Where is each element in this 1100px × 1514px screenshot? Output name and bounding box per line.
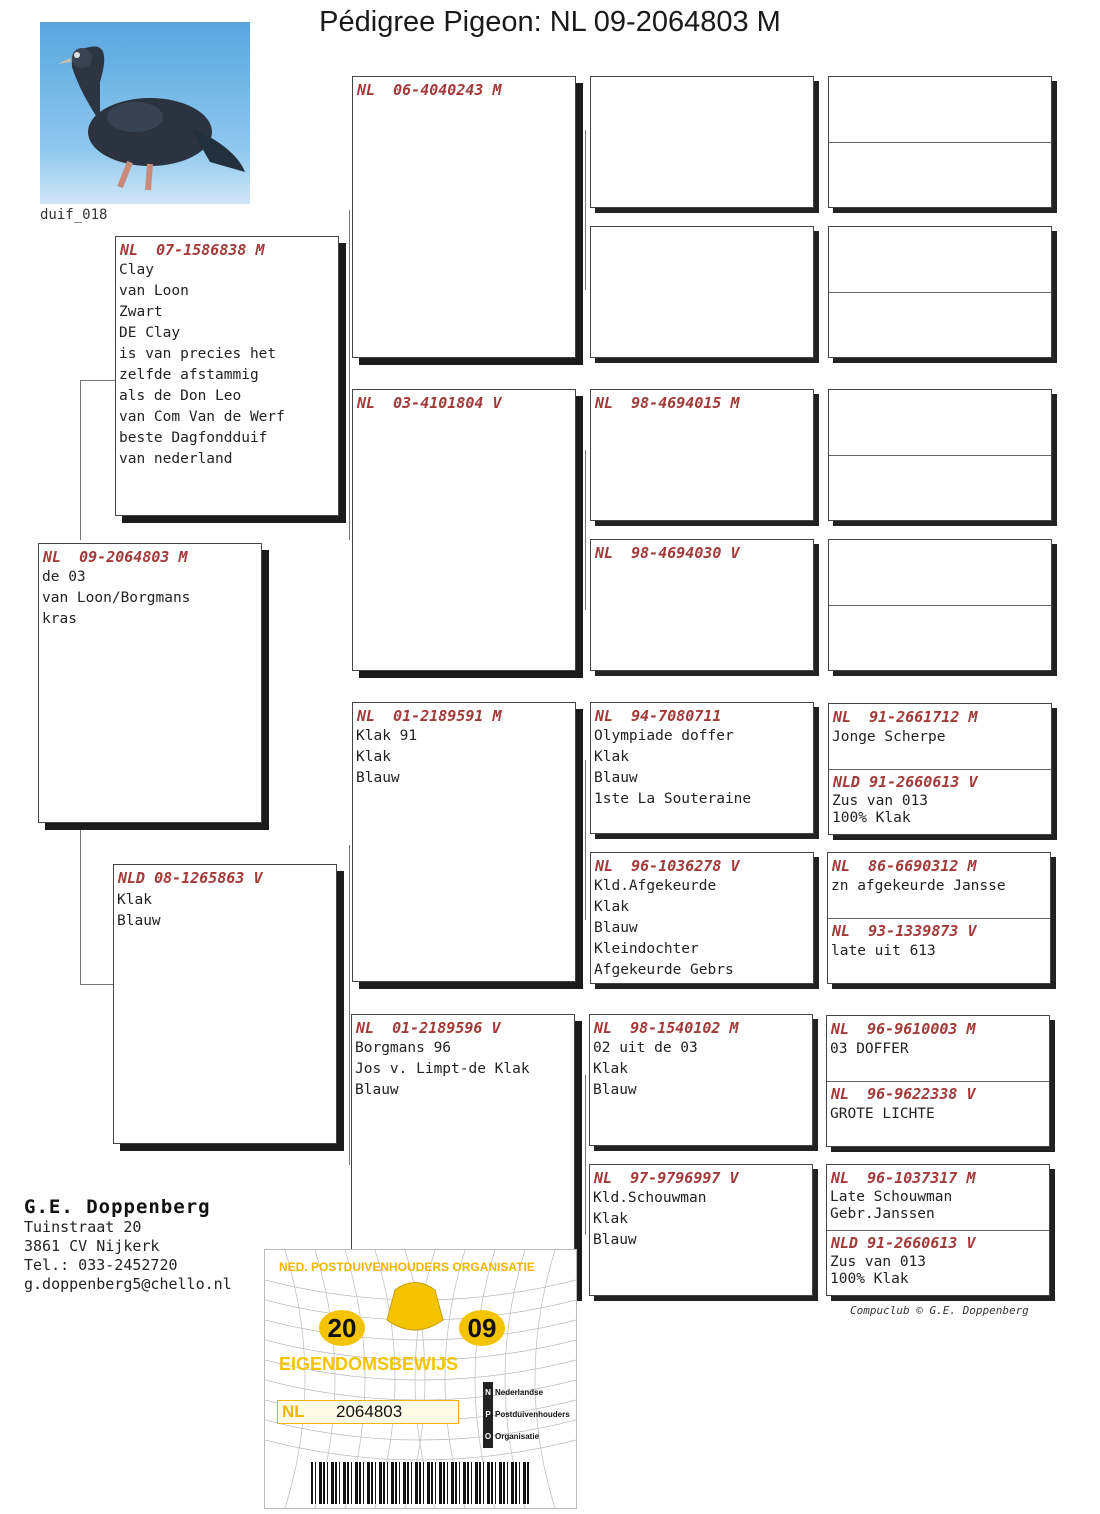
ring-number	[591, 227, 813, 231]
photo-caption: duif_018	[40, 207, 108, 223]
subject-card	[38, 543, 262, 823]
ring-number	[829, 605, 1051, 609]
card-text: GROTE LICHTE	[830, 1106, 935, 1122]
ring-number: NL 98-1540102 M	[594, 1019, 739, 1037]
ring-number	[829, 227, 1051, 231]
card-text: Blauw	[594, 920, 638, 936]
connector-line	[349, 210, 350, 540]
connector-line	[80, 825, 81, 985]
father-card	[115, 236, 339, 516]
card-text: Klak	[356, 749, 391, 765]
ring-number	[829, 455, 1051, 459]
card-text: Blauw	[355, 1082, 399, 1098]
connector-line	[585, 1075, 586, 1235]
card-text: Klak	[117, 892, 152, 908]
ring-number: NL 96-9610003 M	[831, 1020, 976, 1038]
card-text: Zus van 013	[832, 793, 929, 809]
ring-number	[829, 142, 1051, 146]
connector-line	[349, 845, 350, 1165]
gen5-card	[826, 1164, 1050, 1296]
card-text: 100% Klak	[830, 1271, 909, 1287]
gen4-card	[590, 76, 814, 208]
year-left: 20	[319, 1310, 365, 1346]
ring-number: NL 96-9622338 V	[831, 1085, 976, 1103]
gen5-card	[828, 703, 1052, 835]
card-text: Klak	[593, 1211, 628, 1227]
ring-number: NLD 91-2660613 V	[831, 1234, 976, 1252]
ring-number: NLD 08-1265863 V	[118, 869, 263, 887]
gen5-card	[826, 1015, 1050, 1147]
card-text: DE Clay	[119, 325, 181, 341]
gen5-card	[828, 539, 1052, 671]
ring-number: NL 96-1036278 V	[595, 857, 740, 875]
card-banner: NED. POSTDUIVENHOUDERS ORGANISATIE	[279, 1260, 535, 1274]
card-text: de 03	[42, 569, 86, 585]
ring-number: NL 01-2189596 V	[356, 1019, 501, 1037]
ring-number: NL 93-1339873 V	[832, 922, 977, 940]
ring-number: NL 96-1037317 M	[831, 1169, 976, 1187]
gen4-card	[590, 702, 814, 834]
card-text: Jonge Scherpe	[832, 729, 946, 745]
connector-line	[80, 380, 116, 381]
npo-p: Postduivenhouders	[495, 1410, 570, 1419]
card-text: Clay	[119, 262, 154, 278]
card-text: Late Schouwman	[830, 1189, 953, 1205]
card-text: 02 uit de 03	[593, 1040, 698, 1056]
gen5-card	[828, 76, 1052, 208]
card-text: Zus van 013	[830, 1254, 927, 1270]
card-text: zn afgekeurde Jansse	[831, 878, 1006, 894]
ring-number: NL 91-2661712 M	[833, 708, 978, 726]
ring-number: NL 98-4694015 M	[595, 394, 740, 412]
gen3-card	[352, 389, 576, 671]
ring-number: NLD 91-2660613 V	[833, 773, 978, 791]
npo-o: Organisatie	[495, 1432, 540, 1441]
ring-number: NL 07-1586838 M	[120, 241, 265, 259]
gen5-card	[827, 852, 1051, 984]
ring-number-value: 2064803	[336, 1402, 403, 1421]
connector-line	[585, 130, 586, 290]
card-text: als de Don Leo	[119, 388, 242, 404]
card-text: van Loon/Borgmans	[42, 590, 191, 606]
npo-n: Nederlandse	[495, 1388, 544, 1397]
card-text: Kld.Afgekeurde	[594, 878, 717, 894]
lion-emblem-icon	[387, 1283, 443, 1331]
credit-text: Compuclub © G.E. Doppenberg	[850, 1304, 1029, 1317]
gen4-card	[590, 852, 814, 984]
owner-address	[24, 1196, 232, 1294]
ring-number	[829, 540, 1051, 544]
gen4-card	[589, 1164, 813, 1296]
year-right: 09	[459, 1310, 505, 1346]
ring-number	[829, 292, 1051, 296]
card-text: Blauw	[117, 913, 161, 929]
ring-number: NL 97-9796997 V	[594, 1169, 739, 1187]
owner-street: Tuinstraat 20	[24, 1218, 142, 1236]
card-text: Klak	[593, 1061, 628, 1077]
gen5-card	[828, 226, 1052, 358]
card-text: is van precies het	[119, 346, 277, 362]
card-text: van Loon	[119, 283, 189, 299]
card-text: kras	[42, 611, 77, 627]
ring-number: NL 94-7080711	[595, 707, 722, 725]
card-text: zelfde afstammig	[119, 367, 259, 383]
owner-city: 3861 CV Nijkerk	[24, 1237, 160, 1255]
connector-line	[585, 760, 586, 920]
npo-logo: N Nederlandse P Postduivenhouders O Organisatie	[483, 1382, 570, 1448]
card-text: Klak 91	[356, 728, 418, 744]
connector-line	[585, 450, 586, 610]
ring-number: NL 86-6690312 M	[832, 857, 977, 875]
country-code: NL	[282, 1402, 305, 1421]
gen4-card	[590, 389, 814, 521]
gen4-card	[590, 539, 814, 671]
connector-line	[80, 984, 116, 985]
card-text: van nederland	[119, 451, 233, 467]
ring-number	[829, 390, 1051, 394]
card-text: Gebr.Janssen	[830, 1206, 935, 1222]
card-title: EIGENDOMSBEWIJS	[279, 1354, 459, 1374]
gen4-card	[590, 226, 814, 358]
gen4-card	[589, 1014, 813, 1146]
card-text: late uit 613	[831, 943, 936, 959]
page-title: Pédigree Pigeon: NL 09-2064803 M	[319, 6, 781, 38]
card-text: Jos v. Limpt-de Klak	[355, 1061, 530, 1077]
card-text: beste Dagfondduif	[119, 430, 268, 446]
card-text: Klak	[594, 749, 629, 765]
ring-number: NL 06-4040243 M	[357, 81, 502, 99]
card-text: Blauw	[593, 1082, 637, 1098]
owner-phone: Tel.: 033-2452720	[24, 1256, 178, 1274]
card-text: Klak	[594, 899, 629, 915]
card-text: van Com Van de Werf	[119, 409, 285, 425]
card-text: 100% Klak	[832, 810, 911, 826]
card-text: Olympiade doffer	[594, 728, 734, 744]
ring-number-field	[277, 1400, 459, 1424]
ring-number	[829, 77, 1051, 81]
gen3-card	[352, 76, 576, 358]
card-text: 03 DOFFER	[830, 1041, 909, 1057]
ring-number: NL 03-4101804 V	[357, 394, 502, 412]
connector-line	[80, 380, 81, 540]
card-text: Borgmans 96	[355, 1040, 452, 1056]
card-text: Afgekeurde Gebrs	[594, 962, 734, 978]
ownership-card	[264, 1249, 577, 1509]
gen5-card	[828, 389, 1052, 521]
barcode	[311, 1462, 531, 1504]
card-text: Zwart	[119, 304, 163, 320]
pigeon-icon	[40, 22, 250, 204]
card-text: 1ste La Souteraine	[594, 791, 752, 807]
card-text: Kleindochter	[594, 941, 699, 957]
card-text: Blauw	[356, 770, 400, 786]
ring-number	[591, 77, 813, 81]
ring-number: NL 01-2189591 M	[357, 707, 502, 725]
card-text: Kld.Schouwman	[593, 1190, 707, 1206]
card-text: Blauw	[594, 770, 638, 786]
gen3-card	[352, 702, 576, 982]
pigeon-photo	[40, 22, 250, 204]
ring-number: NL 09-2064803 M	[43, 548, 188, 566]
ring-number: NL 98-4694030 V	[595, 544, 740, 562]
owner-name: G.E. Doppenberg	[24, 1196, 211, 1218]
card-text: Blauw	[593, 1232, 637, 1248]
owner-email: g.doppenberg5@chello.nl	[24, 1275, 232, 1293]
mother-card	[113, 864, 337, 1144]
